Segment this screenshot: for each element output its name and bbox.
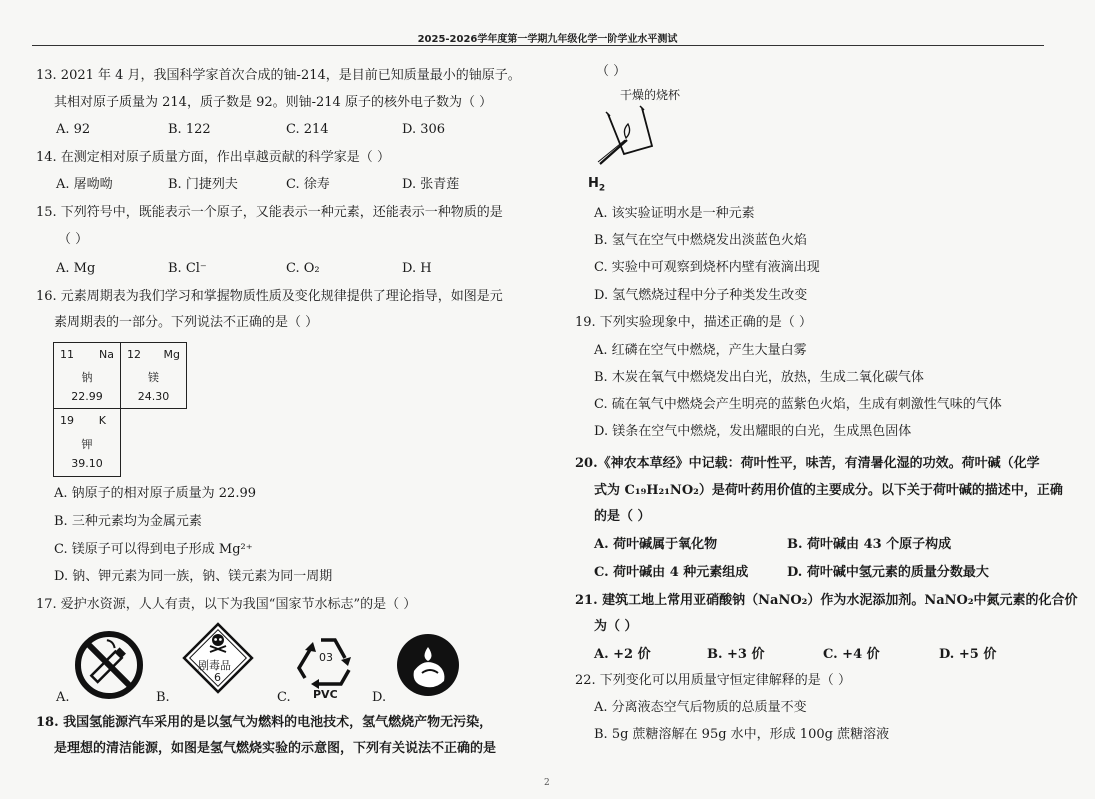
q13-option-d: D. 306 — [402, 122, 446, 137]
atomic-mass: 39.10 — [71, 457, 103, 470]
q16-option-b: B. 三种元素均为金属元素 — [54, 514, 202, 529]
q18-option-c: C. 实验中可观察到烧杯内壁有液滴出现 — [594, 260, 820, 275]
q20-line2: 式为 C₁₉H₂₁NO₂）是荷叶药用价值的主要成分。以下关于荷叶碱的描述中，正确 — [594, 483, 1063, 498]
q20-option-c: C. 荷叶碱由 4 种元素组成 — [594, 565, 749, 580]
atomic-mass: 24.30 — [137, 390, 170, 403]
q21-line2: 为（ ） — [594, 619, 638, 634]
q17-stem: 17. 爱护水资源，人人有责，以下为我国“国家节水标志”的是（ ） — [36, 597, 417, 612]
q16-option-d: D. 钠、钾元素为同一族，钠、镁元素为同一周期 — [54, 569, 333, 584]
atomic-number: 12 — [127, 348, 141, 361]
hydrogen-combustion-apparatus — [594, 104, 664, 180]
q22-option-b: B. 5g 蔗糖溶解在 95g 水中，形成 100g 蔗糖溶液 — [594, 727, 890, 742]
q17-option-c: C. — [277, 690, 291, 705]
hydrogen-label — [588, 175, 605, 198]
hydrogen-subscript: 2 — [598, 183, 606, 194]
q13-line1: 13. 2021 年 4 月，我国科学家首次合成的铀-214，是目前已知质量最小的铀原子。 — [36, 68, 521, 83]
recycle-material-label: PVC — [313, 688, 338, 701]
element-name: 钠 — [81, 371, 93, 384]
beaker-label: 干燥的烧杯 — [620, 88, 681, 102]
q13-option-a: A. 92 — [56, 122, 91, 137]
element-symbol: K — [98, 414, 106, 427]
q15-option-d: D. H — [402, 261, 432, 276]
element-symbol: Na — [99, 348, 114, 361]
element-name: 镁 — [148, 371, 159, 384]
atomic-number: 11 — [60, 348, 74, 361]
q22-stem: 22. 下列变化可以用质量守恒定律解释的是（ ） — [575, 673, 851, 688]
element-cell-mg — [120, 342, 187, 409]
q15-option-b: B. Cl⁻ — [168, 261, 207, 276]
q16-option-a: A. 钠原子的相对原子质量为 22.99 — [54, 486, 257, 501]
q17-option-a: A. — [56, 690, 70, 705]
q20-line1: 20.《神农本草经》中记载：荷叶性平，味苦，有清暑化湿的功效。荷叶碱（化学 — [575, 456, 1040, 471]
q13-line2: 其相对原子质量为 214，质子数是 92。则铀-214 原子的核外电子数为（ ） — [54, 95, 493, 110]
q21-option-c: C. +4 价 — [823, 647, 880, 662]
q14-option-a: A. 屠呦呦 — [56, 177, 113, 192]
q13-option-b: B. 122 — [168, 122, 211, 137]
q19-stem: 19. 下列实验现象中，描述正确的是（ ） — [575, 315, 812, 330]
q19-option-a: A. 红磷在空气中燃烧，产生大量白雾 — [594, 343, 807, 358]
q19-option-b: B. 木炭在氧气中燃烧发出白光，放热，生成二氧化碳气体 — [594, 370, 924, 385]
q16-line2: 素周期表的一部分。下列说法不正确的是（ ） — [54, 315, 319, 330]
q16-option-c: C. 镁原子可以得到电子形成 Mg²⁺ — [54, 542, 253, 557]
q18-line1: 18. 我国氢能源汽车采用的是以氢气为燃料的电池技术，氢气燃烧产物无污染， — [36, 715, 493, 730]
q20-line3: 的是（ ） — [594, 509, 651, 524]
q21-option-a: A. +2 价 — [594, 647, 651, 662]
recycle-code: 03 — [319, 651, 333, 664]
q15-option-c: C. O₂ — [286, 261, 320, 276]
q16-line1: 16. 元素周期表为我们学习和掌握物质性质及变化规律提供了理论指导，如图是元 — [36, 289, 503, 304]
q21-option-b: B. +3 价 — [707, 647, 765, 662]
q18-option-d: D. 氢气燃烧过程中分子种类发生改变 — [594, 288, 808, 303]
page-number: 2 — [544, 778, 550, 788]
element-symbol: Mg — [163, 348, 180, 361]
q18-line2: 是理想的清洁能源，如图是氢气燃烧实验的示意图，下列有关说法不正确的是 — [54, 741, 497, 756]
q18-option-b: B. 氢气在空气中燃烧发出淡蓝色火焰 — [594, 233, 807, 248]
no-smoking-icon — [73, 629, 145, 705]
poison-label: 剧毒品 — [198, 659, 231, 672]
q15-line2: （ ） — [58, 232, 89, 247]
header-rule — [32, 45, 1044, 46]
q20-option-a: A. 荷叶碱属于氧化物 — [594, 537, 718, 552]
q22-option-a: A. 分离液态空气后物质的总质量不变 — [594, 700, 807, 715]
q14-stem: 14. 在测定相对原子质量方面，作出卓越贡献的科学家是（ ） — [36, 150, 390, 165]
element-cell-k — [53, 408, 121, 477]
exam-title: 2025-2026学年度第一学期九年级化学一阶学业水平测试 — [417, 34, 678, 45]
element-name: 钾 — [81, 438, 93, 451]
water-saving-icon — [396, 633, 460, 701]
q18-answer-paren: （ ） — [596, 64, 627, 79]
element-cell-na — [53, 342, 121, 409]
q15-line1: 15. 下列符号中，既能表示一个原子，又能表示一种元素，还能表示一种物质的是 — [36, 205, 503, 220]
q20-option-b: B. 荷叶碱由 43 个原子构成 — [787, 537, 952, 552]
atomic-number: 19 — [60, 414, 74, 427]
periodic-table-fragment — [53, 342, 187, 477]
q21-option-d: D. +5 价 — [939, 647, 997, 662]
q19-option-d: D. 镁条在空气中燃烧，发出耀眼的白光，生成黑色固体 — [594, 424, 912, 439]
poison-class-number: 6 — [214, 671, 221, 684]
q14-option-c: C. 徐寿 — [286, 177, 330, 192]
q13-option-c: C. 214 — [286, 122, 329, 137]
hydrogen-symbol: H — [588, 176, 599, 191]
q20-option-d: D. 荷叶碱中氢元素的质量分数最大 — [787, 565, 989, 580]
q17-option-d: D. — [372, 690, 387, 705]
atomic-mass: 22.99 — [71, 390, 103, 403]
q18-option-a: A. 该实验证明水是一种元素 — [594, 206, 755, 221]
q17-option-b: B. — [156, 690, 170, 705]
q15-option-a: A. Mg — [56, 261, 96, 276]
q14-option-d: D. 张青莲 — [402, 177, 460, 192]
q14-option-b: B. 门捷列夫 — [168, 177, 238, 192]
q21-line1: 21. 建筑工地上常用亚硝酸钠（NaNO₂）作为水泥添加剂。NaNO₂中氮元素的化合价 — [575, 593, 1078, 608]
q19-option-c: C. 硫在氧气中燃烧会产生明亮的蓝紫色火焰，生成有刺激性气味的气体 — [594, 397, 1002, 412]
